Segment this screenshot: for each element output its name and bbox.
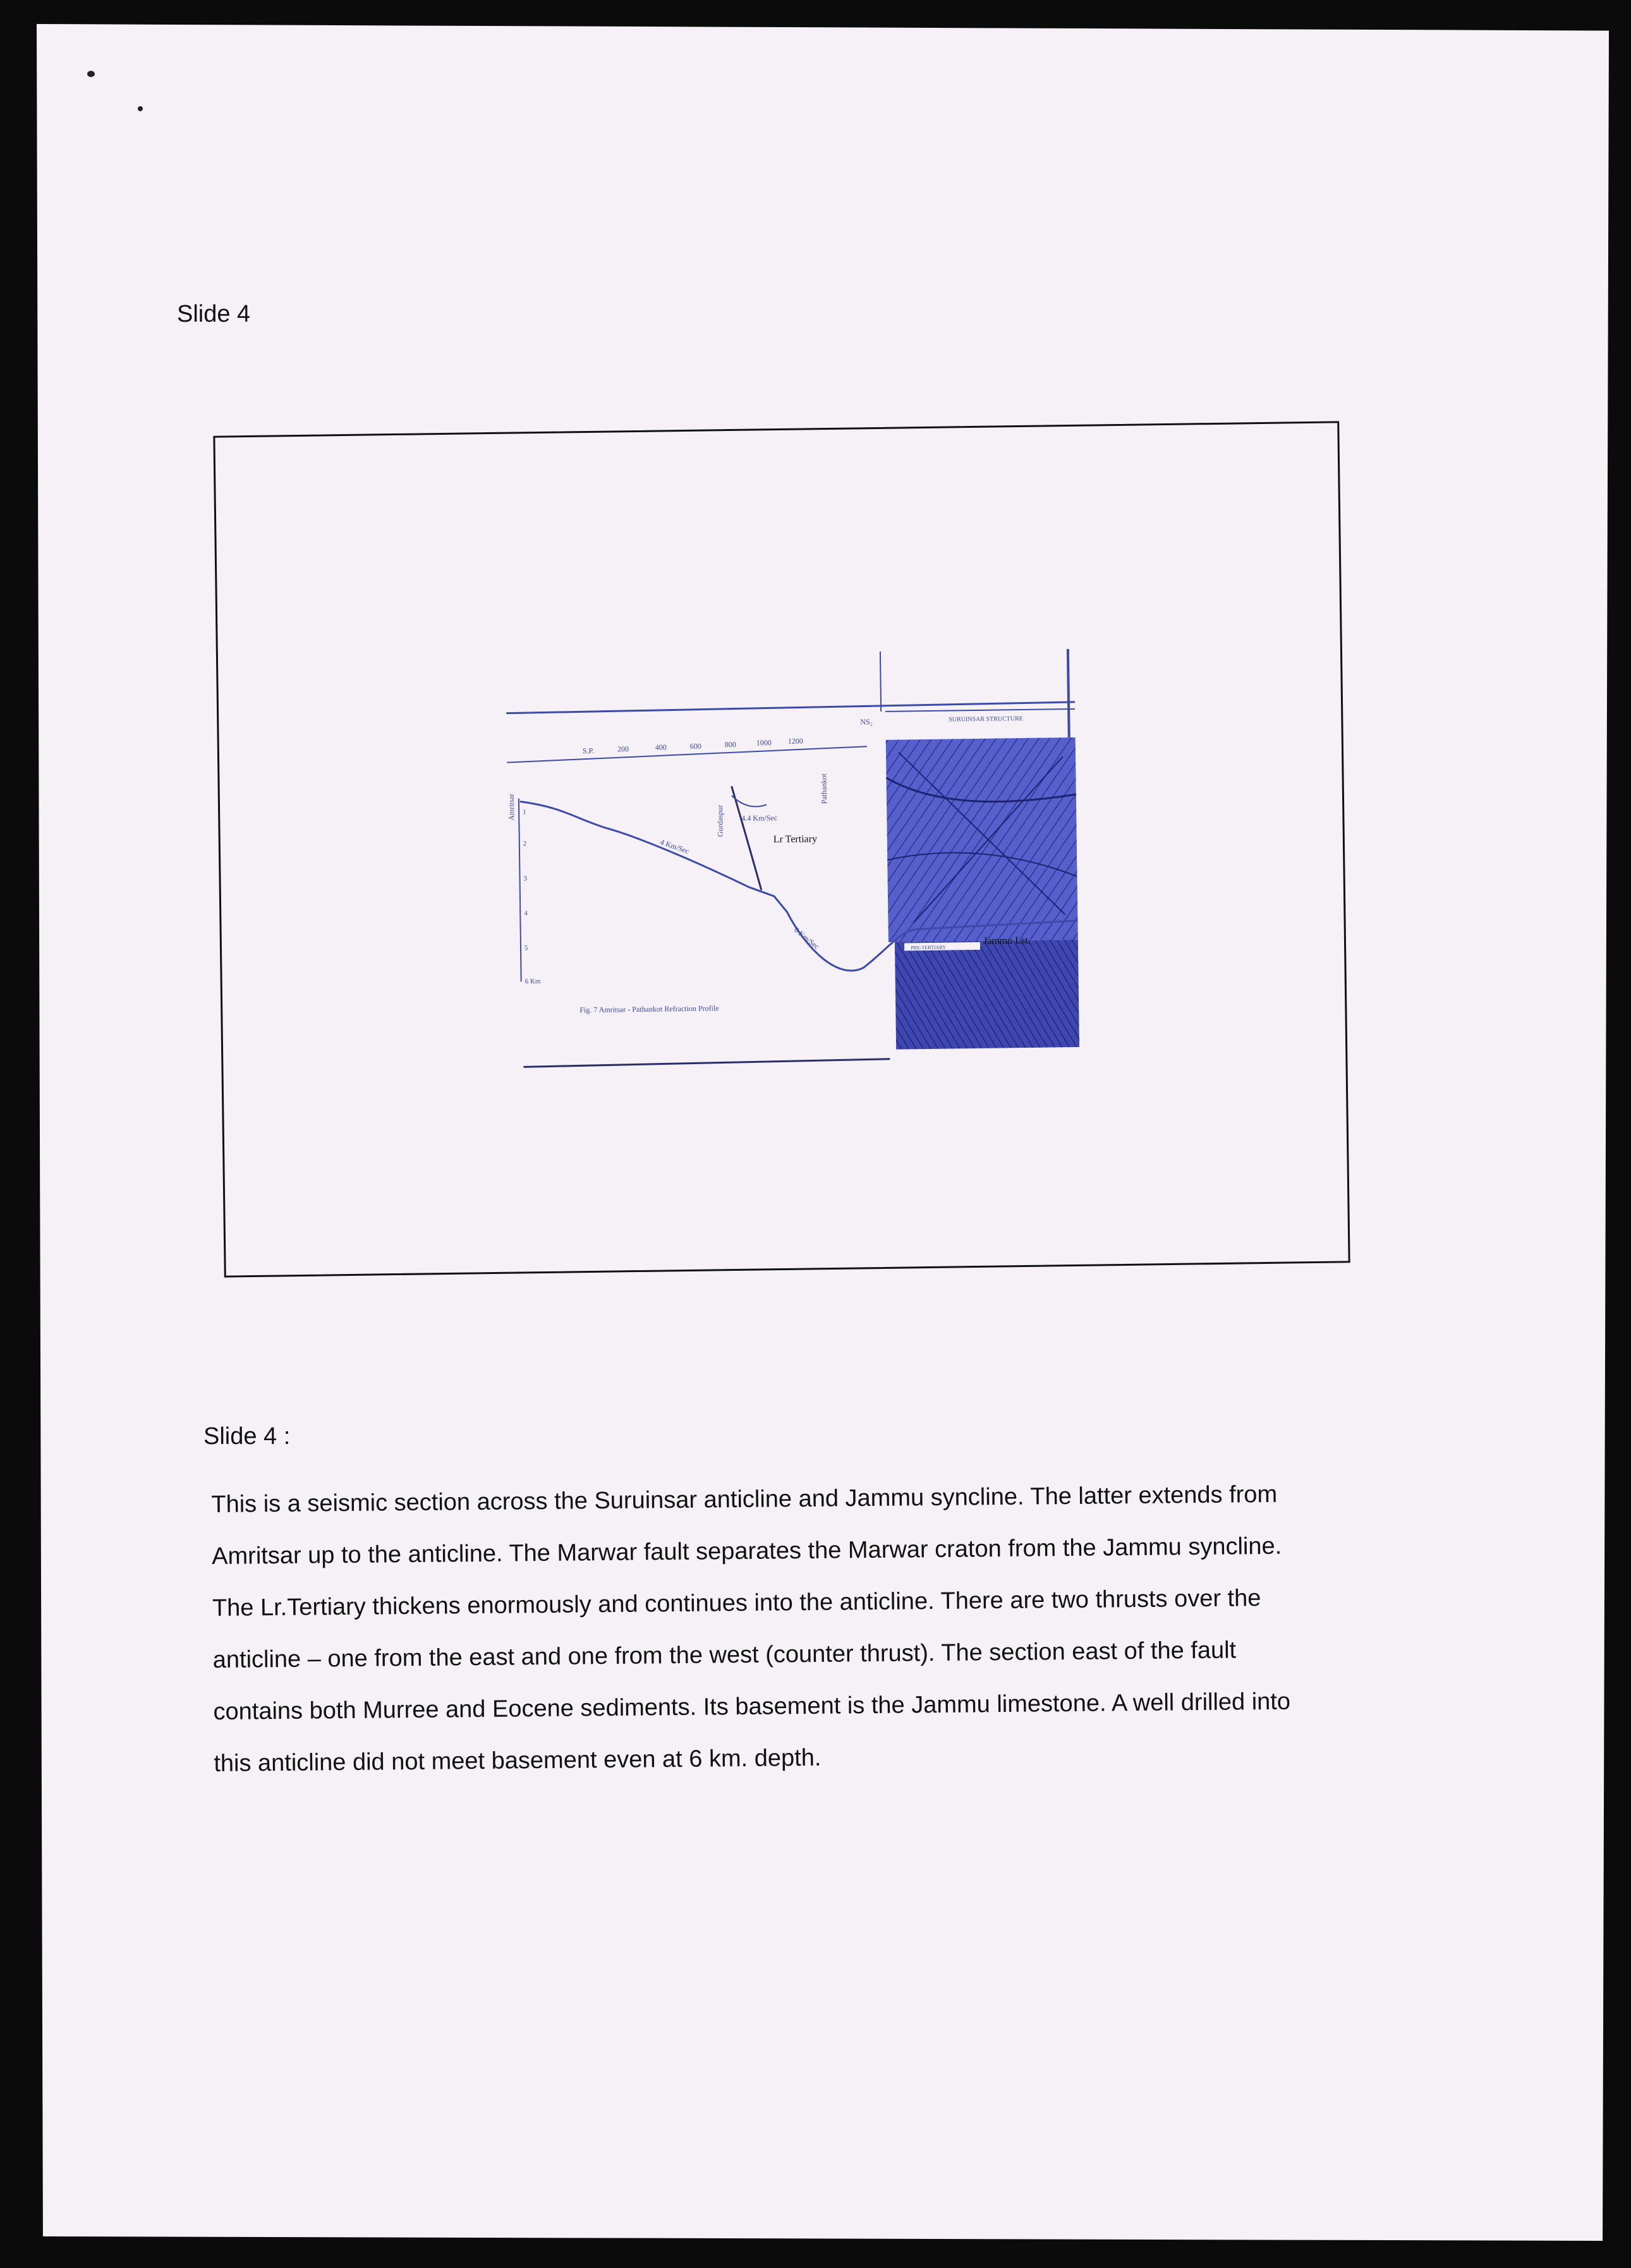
depth-tick: 1: [523, 808, 526, 816]
seismic-block-lower: [895, 940, 1079, 1050]
baseline: [523, 1059, 890, 1067]
sp-label: S.P.: [582, 746, 595, 756]
pathankot-label: Pathankot: [819, 773, 829, 804]
slide-description: [211, 1467, 1402, 1790]
depth-tick: 6 Km: [524, 978, 541, 986]
station-label: NS₂: [860, 717, 873, 727]
slide-heading: Slide 4: [177, 301, 251, 327]
depth-tick: 3: [523, 875, 528, 883]
basement-label: Jammu Lst.: [983, 935, 1031, 947]
depth-scale: [519, 798, 521, 981]
profile-top-line: [506, 702, 1075, 713]
pre-tertiary-label: PRE-TERTIARY: [910, 944, 947, 951]
sp-label: 800: [724, 739, 736, 749]
text-line: this anticline did not meet basement even at 6 km. depth.: [214, 1744, 822, 1777]
ink-speck: [138, 106, 143, 111]
sp-label: 400: [655, 743, 667, 752]
text-line: This is a seismic section across the Suruinsar anticline and Jammu syncline. The latter extends from: [211, 1481, 1278, 1518]
depth-tick: 5: [524, 944, 528, 952]
figure-frame: [213, 421, 1350, 1277]
sp-label: 1000: [756, 738, 772, 748]
velocity-label: 4 Km/Sec: [658, 837, 691, 856]
structure-label: SURUINSAR STRUCTURE: [949, 715, 1023, 724]
profile-top-line-2: [885, 709, 1075, 712]
text-line: Amritsar up to the anticline. The Marwar fault separates the Marwar craton from the Jammu syncline.: [211, 1532, 1282, 1570]
velocity-label: 6 Km/Sec: [792, 925, 822, 952]
sp-label: 1200: [787, 736, 803, 746]
caption-heading: Slide 4 :: [203, 1423, 291, 1450]
depth-tick: 4: [524, 909, 528, 918]
sp-label: 600: [689, 741, 701, 751]
ink-speck: [87, 71, 95, 77]
formation-label: Lr Tertiary: [773, 834, 818, 846]
figure-caption: Fig. 7 Amritsar - Pathankot Refraction Profile: [579, 1004, 719, 1015]
shot-point-axis: [507, 746, 867, 762]
text-line: anticline – one from the east and one from the west (counter thrust). The section east of the fault: [212, 1637, 1237, 1673]
seismic-section-figure: [506, 649, 1080, 1074]
text-line: contains both Murree and Eocene sediments. Its basement is the Jammu limestone. A well drilled into: [213, 1688, 1291, 1725]
amritsar-label: Amritsar: [506, 793, 516, 821]
fault-line: [732, 785, 761, 890]
gurdaspur-label: Gurdaspur: [715, 804, 725, 837]
profile-right-frame: [1068, 649, 1069, 737]
velocity-label: 4.4 Km/Sec: [741, 813, 778, 823]
profile-left-frame: [880, 652, 881, 712]
depth-tick: 2: [523, 840, 527, 848]
sp-label: 200: [617, 744, 629, 754]
text-line: The Lr.Tertiary thickens enormously and continues into the anticline. There are two thrusts over the: [212, 1585, 1261, 1622]
